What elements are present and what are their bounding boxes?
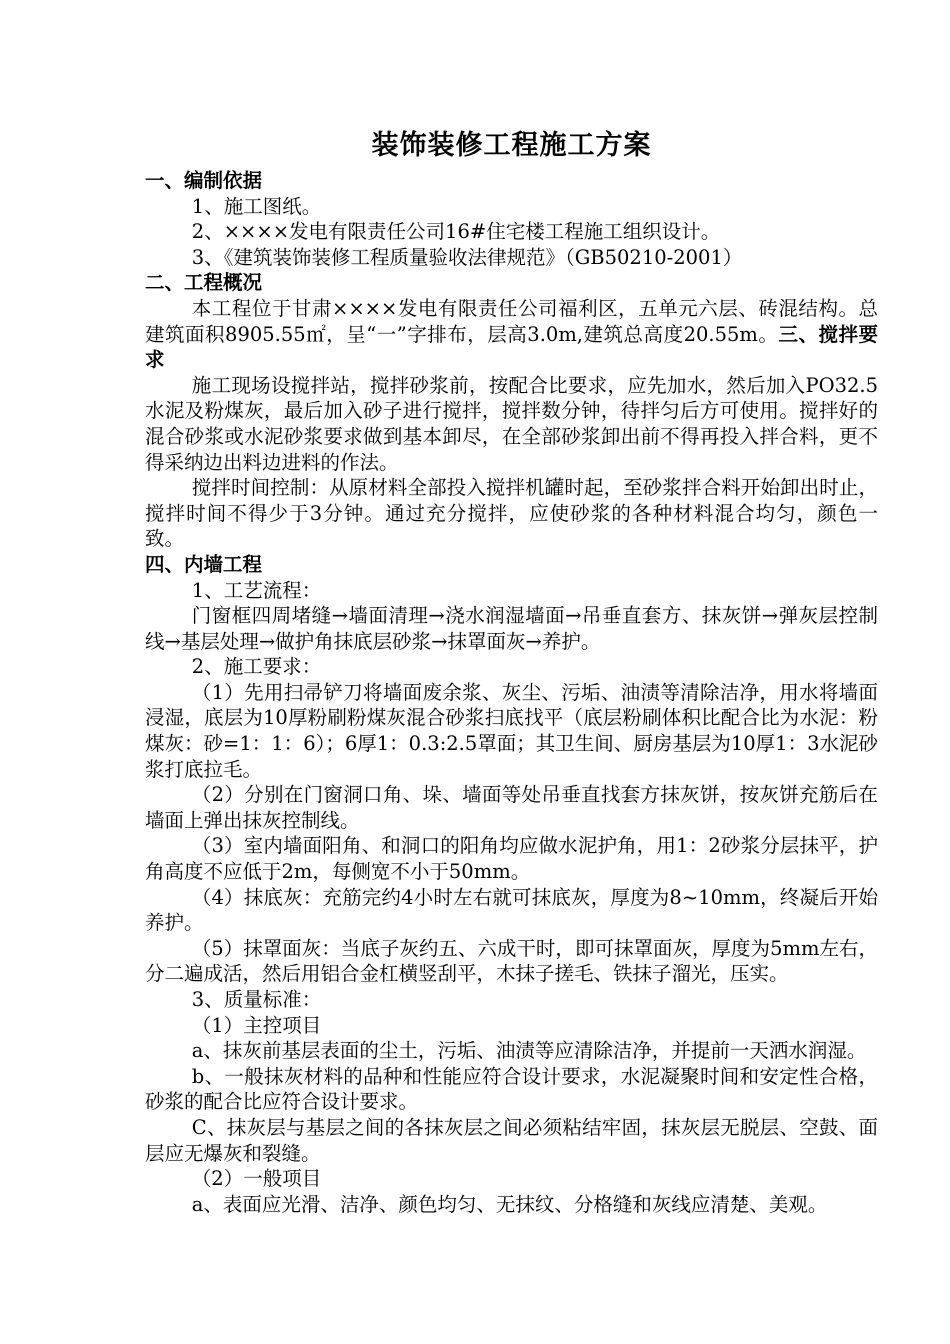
paragraph: （1）主控项目 bbox=[191, 1013, 322, 1037]
paragraph: 3、《建筑装饰装修工程质量验收法律规范》（GB50210-2001） bbox=[191, 245, 743, 269]
paragraph: a、抹灰前基层表面的尘土，污垢、油渍等应清除洁净，并提前一天洒水润湿。 bbox=[191, 1039, 867, 1063]
paragraph: 1、施工图纸。 bbox=[191, 194, 322, 218]
paragraph: （5）抹罩面灰：当底子灰约五、六成干时，即可抹罩面灰，厚度为5mm左右，分二遍成活，然后用铝合金杠横竖刮平，木抹子搓毛、铁抹子溜光，压实。 bbox=[145, 936, 878, 986]
paragraph-text: 本工程位于甘肃××××发电有限责任公司福利区，五单元六层、砖混结构。总建筑面积8905.55㎡，呈“一”字排布，层高3.0m,建筑总高度20.55m。 bbox=[145, 296, 878, 346]
document-title: 装饰装修工程施工方案 bbox=[371, 130, 652, 161]
section-heading-4: 四、内墙工程 bbox=[145, 552, 263, 576]
paragraph: C、抹灰层与基层之间的各抹灰层之间必须粘结牢固，抹灰层无脱层、空鼓、面层应无爆灰和裂缝。 bbox=[145, 1115, 878, 1165]
paragraph: 施工现场设搅拌站，搅拌砂浆前，按配合比要求，应先加水，然后加入PO32.5水泥及粉煤灰，最后加入砂子进行搅拌，搅拌数分钟，待拌匀后方可使用。搅拌好的混合砂浆或水泥砂浆要求做到基本卸尽，在全部砂浆卸出前不得再投入拌合料，更不得采纳边出料边进料的作法。 bbox=[145, 373, 878, 474]
paragraph: a、表面应光滑、洁净、颜色均匀、无抹纹、分格缝和灰线应清楚、美观。 bbox=[191, 1192, 828, 1216]
paragraph: 2、施工要求： bbox=[191, 655, 322, 679]
paragraph bbox=[145, 296, 878, 373]
paragraph: 2、××××发电有限责任公司16#住宅楼工程施工组织设计。 bbox=[191, 220, 721, 244]
paragraph: （2）一般项目 bbox=[191, 1167, 322, 1191]
paragraph: b、一般抹灰材料的品种和性能应符合设计要求，水泥凝聚时间和安定性合格，砂浆的配合比应符合设计要求。 bbox=[145, 1064, 878, 1114]
section-heading-1: 一、编制依据 bbox=[145, 169, 263, 192]
section-heading-2: 二、工程概况 bbox=[145, 271, 263, 295]
paragraph: 1、工艺流程： bbox=[191, 578, 322, 602]
paragraph: 门窗框四周堵缝→墙面清理→浇水润湿墙面→吊垂直套方、抹灰饼→弹灰层控制线→基层处理→做护角抹底层砂浆→抹罩面灰→养护。 bbox=[145, 604, 878, 653]
paragraph: 搅拌时间控制：从原材料全部投入搅拌机罐时起，至砂浆拌合料开始卸出时止，搅拌时间不得少于3分钟。通过充分搅拌，应使砂浆的各种材料混合均匀，颜色一致。 bbox=[145, 476, 878, 551]
paragraph: 3、质量标准： bbox=[191, 988, 322, 1011]
paragraph: （4）抹底灰：充筋完约4小时左右就可抹底灰，厚度为8~10mm，终凝后开始养护。 bbox=[145, 885, 878, 935]
section-heading-3: 三、搅拌要求 bbox=[145, 322, 878, 372]
paragraph: （2）分别在门窗洞口角、垛、墙面等处吊垂直找套方抹灰饼，按灰饼充筋后在墙面上弹出抹灰控制线。 bbox=[145, 783, 878, 832]
paragraph: （1）先用扫帚铲刀将墙面废余浆、灰尘、污垢、油渍等清除洁净，用水将墙面浸湿，底层为10厚粉刷粉煤灰混合砂浆扫底找平（底层粉刷体积比配合比为水泥：粉煤灰：砂=1：1：6）；6厚1：0.3:2.5罩面；其卫生间、厨房基层为10厚1：3水泥砂浆打底拉毛。 bbox=[145, 680, 878, 781]
paragraph: （3）室内墙面阳角、和洞口的阳角均应做水泥护角，用1：2砂浆分层抹平，护角高度不应低于2m，每侧宽不小于50mm。 bbox=[145, 834, 878, 884]
